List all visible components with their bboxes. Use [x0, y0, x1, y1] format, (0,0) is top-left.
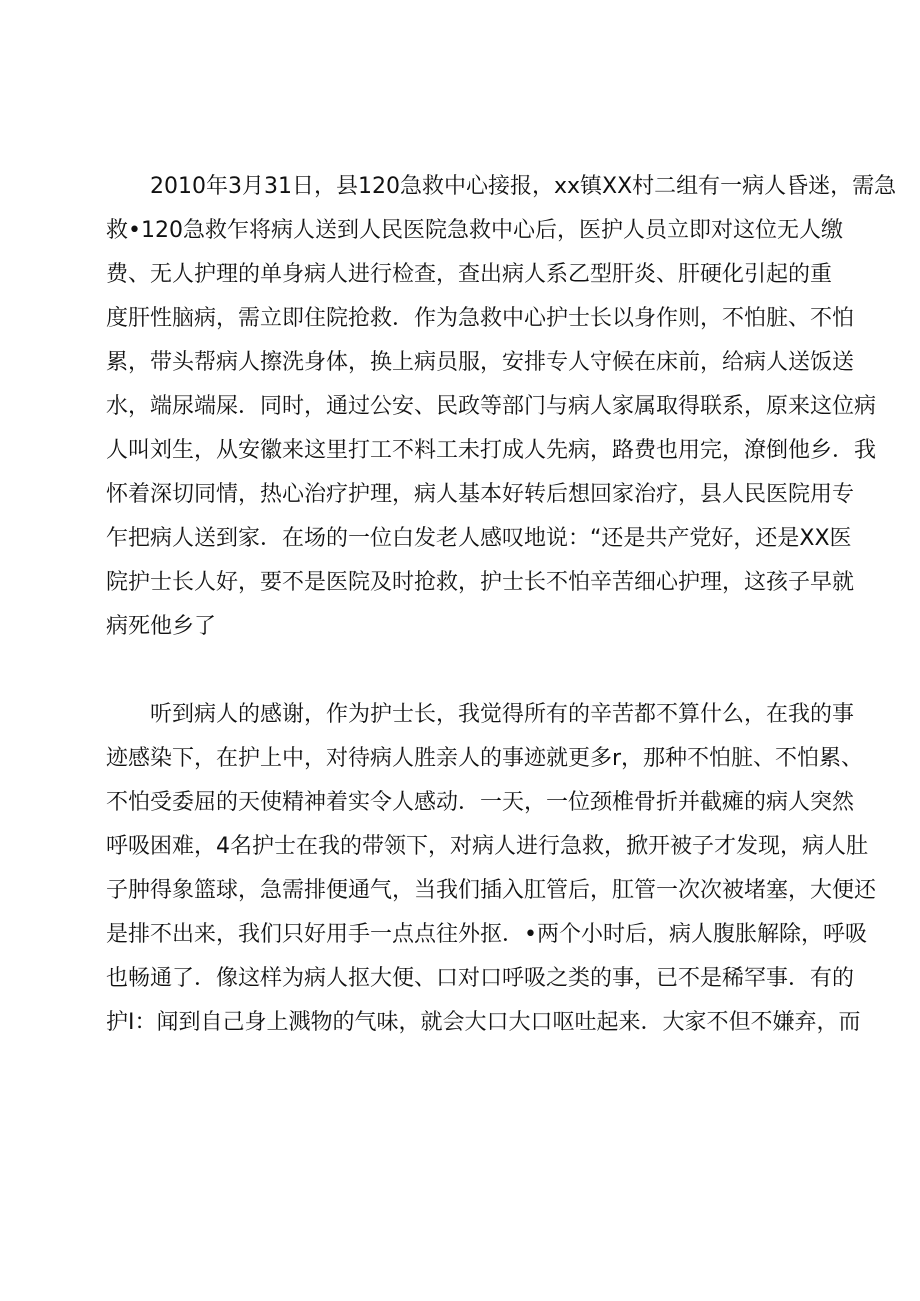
paragraph-line: 2010年3月31日，县120急救中心接报，xx镇XX村二组有一病人昏迷，需急	[150, 174, 897, 199]
paragraph-line: 怀着深切同情，热心治疗护理，病人基本好转后想回家治疗，县人民医院用专	[106, 482, 855, 507]
paragraph-line: 子肿得象篮球，急需排便通气，当我们插入肛管后，肛管一次次被堵塞，大便还	[106, 878, 877, 903]
paragraph-line: 水，端尿端屎．同时，通过公安、民政等部门与病人家属取得联系，原来这位病	[106, 394, 877, 419]
paragraph-line: 病死他乡了	[106, 614, 217, 639]
paragraph-line: 听到病人的感谢，作为护士长，我觉得所有的辛苦都不算什么，在我的事	[150, 702, 855, 727]
paragraph-line: 救•120急救乍将病人送到人民医院急救中心后，医护人员立即对这位无人缴	[106, 218, 843, 243]
paragraph-line: 院护士长人好，要不是医院及时抢救，护士长不怕辛苦细心护理，这孩子早就	[106, 570, 855, 595]
paragraph-line: 人叫刘生，从安徽来这里打工不料工未打成人先病，路费也用完，潦倒他乡．我	[106, 438, 877, 463]
paragraph-line: 呼吸困难，4名护士在我的带领下，对病人进行急救，掀开被子才发现，病人肚	[106, 834, 868, 859]
paragraph-line: 也畅通了．像这样为病人抠大便、口对口呼吸之类的事，已不是稀罕事．有的	[106, 966, 855, 991]
paragraph-line: 迹感染下，在护上中，对待病人胜亲人的事迹就更多r，那种不怕脏、不怕累、	[106, 746, 864, 771]
paragraph-line: 费、无人护理的单身病人进行检查，查出病人系乙型肝炎、肝硬化引起的重	[106, 262, 833, 287]
paragraph-line: 度肝性脑病，需立即住院抢救．作为急救中心护士长以身作则，不怕脏、不怕	[106, 306, 855, 331]
paragraph-line: 不怕受委屈的天使精神着实令人感动．一天，一位颈椎骨折并截瘫的病人突然	[106, 790, 855, 815]
paragraph-line: 护I：闻到自己身上溅物的气味，就会大口大口呕吐起来．大家不但不嫌弃，而	[106, 1010, 861, 1035]
paragraph-line: 是排不出来，我们只好用手一点点往外抠．•两个小时后，病人腹胀解除，呼吸	[106, 922, 867, 947]
paragraph-line: 乍把病人送到家．在场的一位白发老人感叹地说：“还是共产党好，还是XX医	[106, 526, 852, 551]
paragraph-line: 累，带头帮病人擦洗身体，换上病员服，安排专人守候在床前，给病人送饭送	[106, 350, 855, 375]
